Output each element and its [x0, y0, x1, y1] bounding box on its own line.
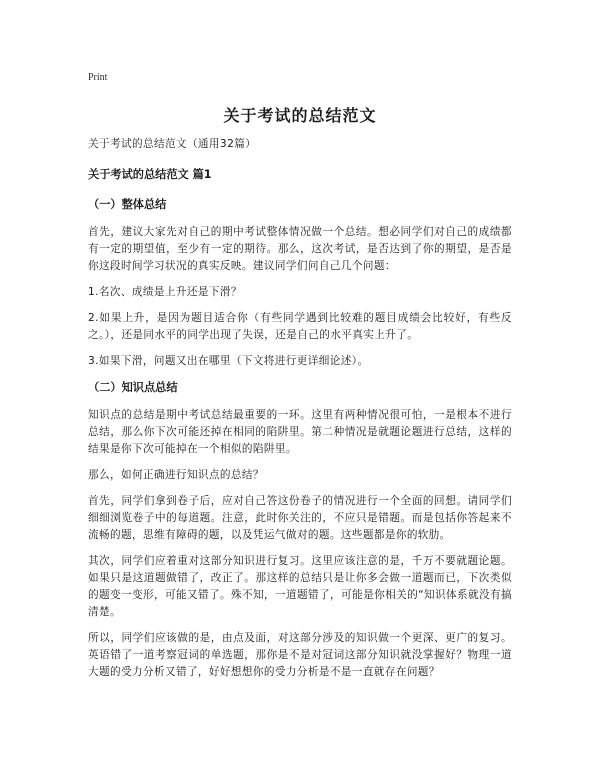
paragraph: 首先，建议大家先对自己的期中考试整体情况做一个总结。想必同学们对自己的成绩都有一定的期望值，至少有一定的期待。那么，这次考试，是否达到了你的期望，是否是你这段时间学习状况的真实反映。建议同学们问自己几个问题： — [88, 226, 512, 272]
paragraph: 1.名次、成绩是上升还是下滑？ — [88, 286, 242, 298]
document-body — [88, 136, 512, 690]
document-title: 关于考试的总结范文 — [223, 106, 377, 125]
section-heading-overall: （一）整体总结 — [88, 198, 167, 211]
paragraph: 那么，如何正确进行知识点的总结？ — [88, 469, 264, 481]
paragraph: 其次，同学们应着重对这部分知识进行复习。这里应该注意的是，千万不要就题论题。如果只是这道题做错了，改正了。那这样的总结只是让你多会做一道题而已，下次类似的题变一变形，可能又错了。殊不知，一道题错了，可能是你相关的“知识体系就没有搞清楚。 — [88, 555, 512, 618]
paragraph: 所以，同学们应该做的是，由点及面，对这部分涉及的知识做一个更深、更广的复习。英语错了一道考察冠词的单选题，那你是不是对冠词这部分知识就没掌握好？物理一道大题的受力分析又错了，好好想想你的受力分析是不是一直就存在问题？ — [88, 632, 512, 678]
paragraph: 2.如果上升，是因为题目适合你（有些同学遇到比较难的题目成绩会比较好，有些反之。），还是同水平的同学出现了失误，还是自己的水平真实上升了。 — [88, 312, 512, 341]
paragraph: 知识点的总结是期中考试总结最重要的一环。这里有两种情况很可怕，一是根本不进行总结，那么你下次可能还掉在相同的陷阱里。第二种情况是就题论题进行总结，这样的结果是你下次可能掉在一个相似的陷阱里。 — [88, 409, 512, 455]
article-heading: 关于考试的总结范文 篇1 — [88, 168, 212, 181]
paragraph: 首先，同学们拿到卷子后，应对自己答这份卷子的情况进行一个全面的回想。请同学们细细浏览卷子中的每道题。注意，此时你关注的，不应只是错题。而是包括你答起来不流畅的题，思维有障碍的题，以及凭运气做对的题。这些题都是你的软肋。 — [88, 495, 512, 541]
paragraph: 3.如果下滑，问题又出在哪里（下文将进行更详细论述）。 — [88, 355, 369, 367]
section-heading-knowledge: （二）知识点总结 — [88, 381, 178, 394]
print-label[interactable]: Print — [88, 72, 108, 83]
document-subtitle: 关于考试的总结范文（通用32篇） — [88, 138, 257, 150]
